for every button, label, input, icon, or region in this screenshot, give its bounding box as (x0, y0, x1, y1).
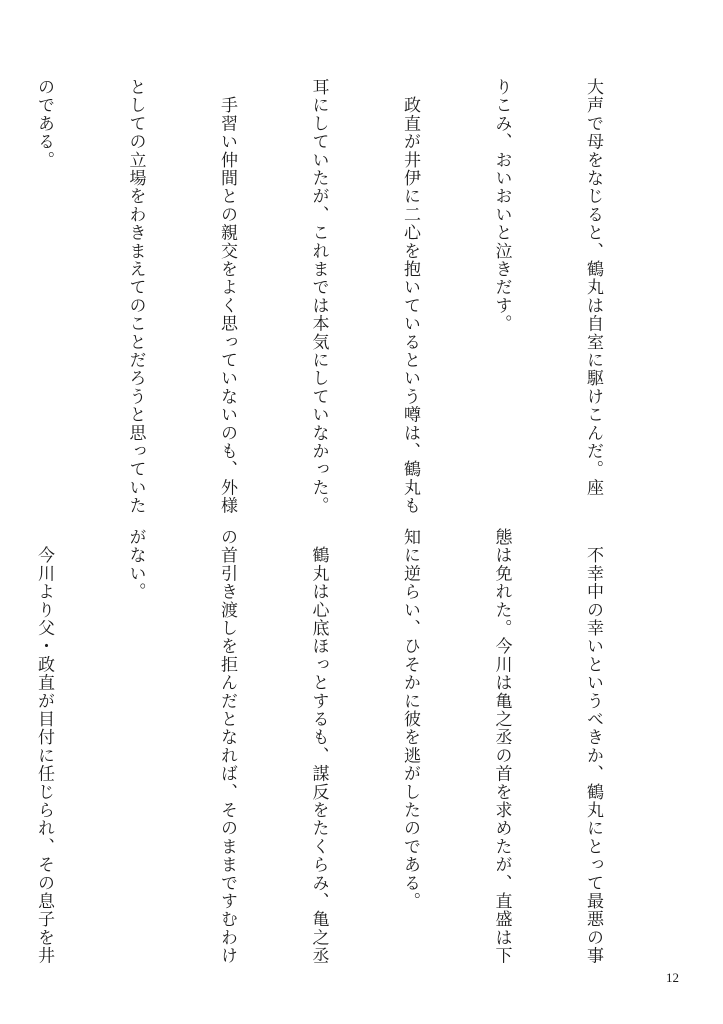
text-line: 態は免れた。今川は亀之丞の首を求めたが、直盛は下 (491, 528, 512, 965)
text-line: の首引き渡しを拒んだとなれば、そのままですむわけ (217, 528, 237, 965)
upper-text-block (0, 78, 669, 518)
text-line: 政直が井伊に二心を抱いているという噂は、鶴丸も (400, 78, 420, 515)
text-line: のである。 (34, 78, 54, 169)
text-line: 鶴丸は心底ほっとするも、謀反をたくらみ、亀之丞 (308, 528, 329, 965)
text-line: 大声で母をなじると、鶴丸は自室に駆けこんだ。座 (583, 78, 603, 497)
lower-text-block (0, 528, 669, 968)
page-number: 12 (666, 970, 679, 985)
text-line: 今川より父・政直が目付に任じられ、その息子を井 (34, 528, 54, 965)
text-line: 不幸中の幸いというべきか、鶴丸にとって最悪の事 (583, 528, 603, 965)
text-line: りこみ、おいおいと泣きだす。 (491, 78, 512, 333)
text-line: がない。 (125, 528, 146, 601)
text-line: としての立場をわきまえてのことだろうと思っていた (125, 78, 146, 515)
text-line: 耳にしていたが、これまでは本気にしていなかった。 (308, 78, 329, 515)
text-line: 手習い仲間との親交をよく思っていないのも、外様 (217, 78, 237, 515)
text-line: 知に逆らい、ひそかに彼を逃がしたのである。 (400, 528, 420, 911)
